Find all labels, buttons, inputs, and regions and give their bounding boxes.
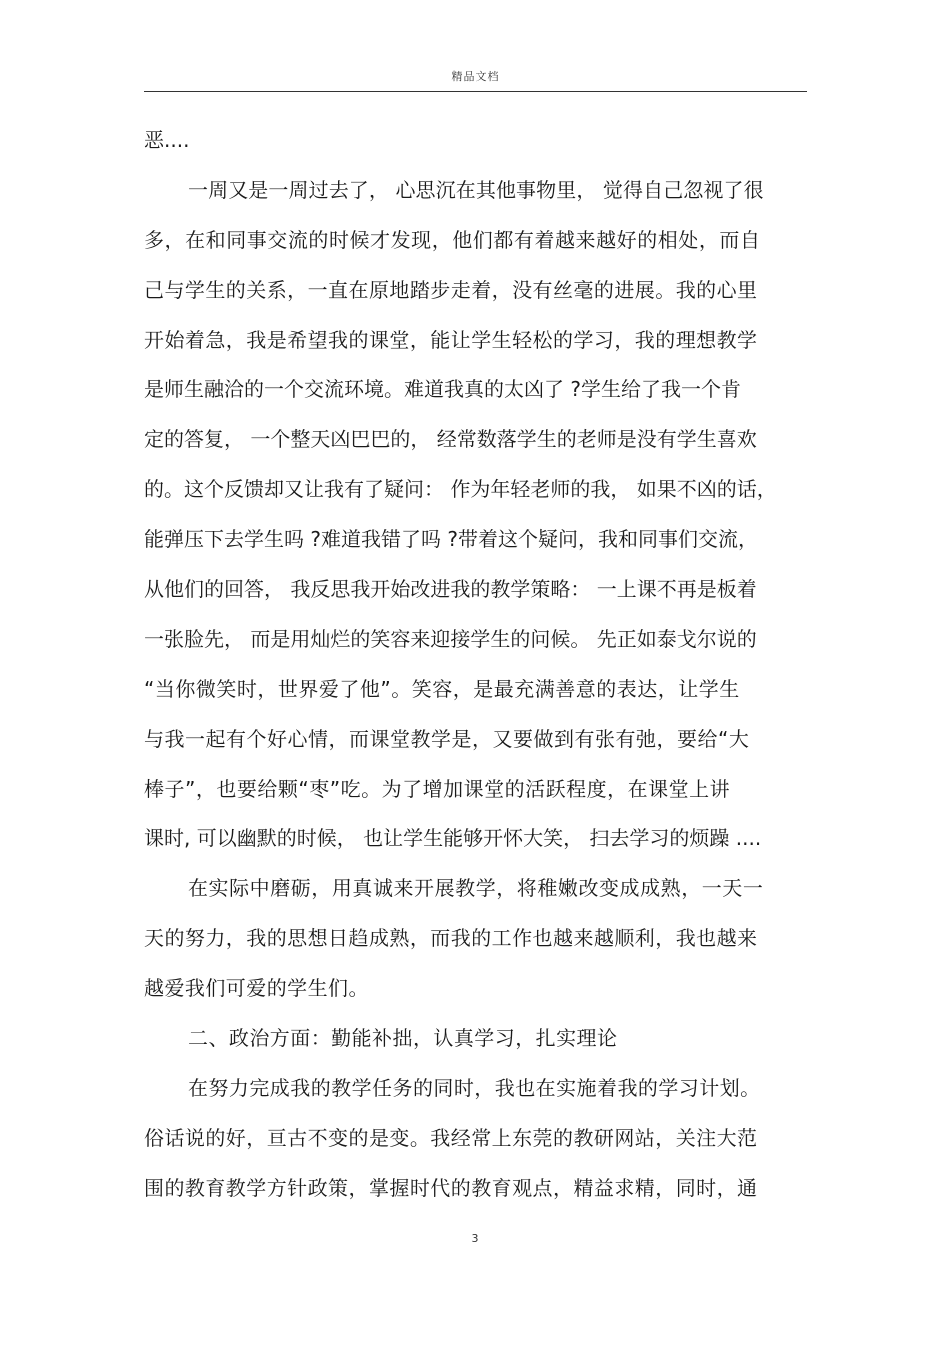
text-line bbox=[144, 525, 804, 575]
text-line-content: 是师生融洽的一个交流环境。难道我真的太凶了 ?学生给了我一个肯 bbox=[144, 377, 741, 402]
text-line-content: 课时, 可以幽默的时候， 也让学生能够开怀大笑， 扫去学习的烦躁 .... bbox=[144, 826, 762, 851]
text-line-content: 己与学生的关系，一直在原地踏步走着，没有丝毫的进展。我的心里 bbox=[144, 277, 758, 302]
text-line-content: 从他们的回答， 我反思我开始改进我的教学策略： 一上课不再是板着 bbox=[144, 577, 757, 602]
text-line bbox=[144, 625, 804, 675]
text-line bbox=[144, 675, 804, 725]
text-line bbox=[144, 924, 804, 974]
header-title: 精品文档 bbox=[451, 70, 500, 83]
text-line bbox=[144, 326, 804, 376]
text-line-content: 在努力完成我的教学任务的同时，我也在实施着我的学习计划。 bbox=[188, 1075, 761, 1100]
text-line bbox=[144, 775, 804, 825]
text-line-content: 二、政治方面：勤能补拙，认真学习，扎实理论 bbox=[188, 1026, 618, 1051]
text-line-content: 多，在和同事交流的时候才发现，他们都有着越来越好的相处，而自 bbox=[144, 227, 761, 252]
text-line-content: 越爱我们可爱的学生们。 bbox=[144, 976, 369, 1001]
text-line bbox=[144, 1124, 804, 1174]
document-body bbox=[144, 126, 804, 1224]
text-line bbox=[144, 1074, 804, 1124]
text-line-content: 一周又是一周过去了， 心思沉在其他事物里， 觉得自己忽视了很 bbox=[188, 177, 764, 202]
text-line bbox=[144, 1024, 804, 1074]
text-line bbox=[144, 425, 804, 475]
text-line-content: 棒子”，也要给颗“枣”吃。为了增加课堂的活跃程度，在课堂上讲 bbox=[144, 776, 731, 801]
text-line-content: “当你微笑时，世界爱了他”。笑容，是最充满善意的表达，让学生 bbox=[144, 676, 740, 701]
text-line-content: 开始着急，我是希望我的课堂，能让学生轻松的学习，我的理想教学 bbox=[144, 327, 758, 352]
text-line-content: 天的努力，我的思想日趋成熟，而我的工作也越来越顺利，我也越来 bbox=[144, 926, 758, 951]
text-line bbox=[144, 226, 804, 276]
text-line-content: 定的答复， 一个整天凶巴巴的， 经常数落学生的老师是没有学生喜欢 bbox=[144, 427, 757, 452]
text-line bbox=[144, 276, 804, 326]
text-line bbox=[144, 375, 804, 425]
text-line bbox=[144, 126, 804, 176]
text-line-content: 的。这个反馈却又让我有了疑问： 作为年轻老师的我， 如果不凶的话， bbox=[144, 477, 777, 502]
text-line-content: 在实际中磨砺，用真诚来开展教学，将稚嫩改变成成熟，一天一 bbox=[188, 876, 764, 901]
text-line-content: 能弹压下去学生吗 ?难道我错了吗 ?带着这个疑问，我和同事们交流， bbox=[144, 527, 758, 552]
text-line-content: 一张脸先， 而是用灿烂的笑容来迎接学生的问候。 先正如泰戈尔说的 bbox=[144, 626, 757, 651]
text-line bbox=[144, 475, 804, 525]
text-line bbox=[144, 974, 804, 1024]
text-line-content: 围的教育教学方针政策，掌握时代的教育观点，精益求精，同时，通 bbox=[144, 1175, 758, 1200]
text-line bbox=[144, 1174, 804, 1224]
text-line-content: 俗话说的好，亘古不变的是变。我经常上东莞的教研网站，关注大范 bbox=[144, 1125, 758, 1150]
text-line-content: 与我一起有个好心情，而课堂教学是，又要做到有张有弛，要给“大 bbox=[144, 726, 750, 751]
text-line bbox=[144, 824, 804, 874]
text-line bbox=[144, 874, 804, 924]
text-line bbox=[144, 176, 804, 226]
text-line bbox=[144, 575, 804, 625]
page-header bbox=[144, 0, 807, 92]
page-number: 3 bbox=[471, 1232, 479, 1245]
text-line bbox=[144, 725, 804, 775]
text-line-content: 恶.... bbox=[144, 128, 190, 152]
